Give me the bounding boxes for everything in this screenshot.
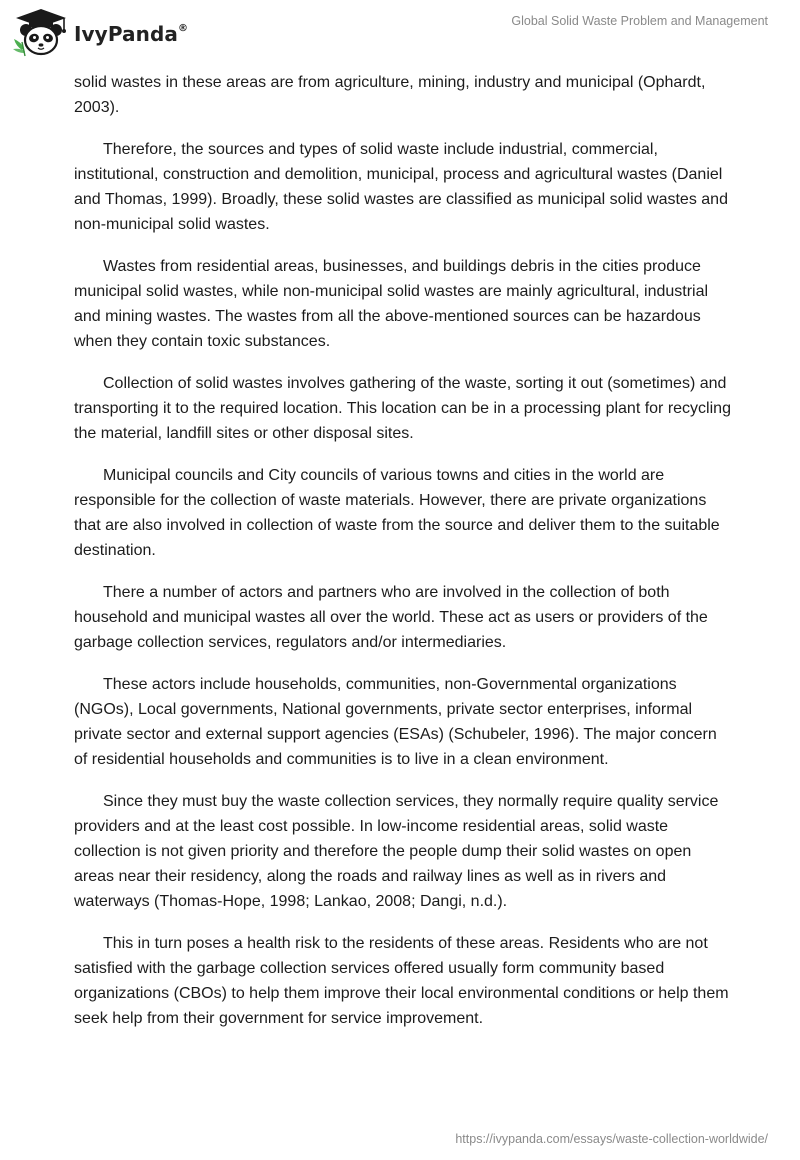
- ivypanda-logo[interactable]: [12, 6, 188, 58]
- panda-graduate-icon: [12, 6, 70, 58]
- paragraph: Municipal councils and City councils of various towns and cities in the world are responsible for the collection of waste materials. However, there are private organizations that are also involved in collection of waste from the source and deliver them to the suitable destination.: [74, 467, 720, 559]
- paragraph: There a number of actors and partners who are involved in the collection of both household and municipal wastes all over the world. These act as users or providers of the garbage collection services, regulators and/or intermediaries.: [74, 584, 708, 651]
- source-url[interactable]: https://ivypanda.com/essays/waste-collection-worldwide/: [455, 1132, 768, 1146]
- paragraph-continuation: solid wastes in these areas are from agriculture, mining, industry and municipal (Ophardt, 2003).: [74, 74, 706, 116]
- document-title: Global Solid Waste Problem and Management: [511, 14, 768, 28]
- essay-body: [74, 70, 734, 1048]
- paragraph: These actors include households, communities, non-Governmental organizations (NGOs), Local governments, National governments, private sector enterprises, informal private sector and external support agencies (ESAs) (Schubeler, 1996). The major concern of residential households and communities is to live in a clean environment.: [74, 676, 717, 768]
- paragraph: Collection of solid wastes involves gathering of the waste, sorting it out (sometimes) and transporting it to the required location. This location can be in a processing plant for recycling the material, landfill sites or other disposal sites.: [74, 375, 731, 442]
- paragraph: Therefore, the sources and types of solid waste include industrial, commercial, institutional, construction and demolition, municipal, process and agricultural wastes (Daniel and Thomas, 1999). Broadly, these solid wastes are classified as municipal solid wastes and non-municipal solid wastes.: [74, 141, 728, 233]
- page-header: [0, 0, 800, 70]
- paragraph: Wastes from residential areas, businesses, and buildings debris in the cities produce municipal solid wastes, while non-municipal solid wastes are mainly agricultural, industrial and mining wastes. The wastes from all the above-mentioned sources can be hazardous when they contain toxic substances.: [74, 258, 709, 350]
- brand-name: IvyPanda®: [74, 22, 189, 46]
- paragraph: Since they must buy the waste collection services, they normally require quality service providers and at the least cost possible. In low-income residential areas, solid waste collection is not given priority and therefore the people dump their solid wastes on open areas near their residency, along the roads and railway lines as well as in rivers and waterways (Thomas-Hope, 1998; Lankao, 2008; Dangi, n.d.).: [74, 793, 719, 910]
- paragraph: This in turn poses a health risk to the residents of these areas. Residents who are not satisfied with the garbage collection services offered usually form community based organizations (CBOs) to help them improve their local environmental conditions or help them seek help from their government for service improvement.: [74, 935, 729, 1027]
